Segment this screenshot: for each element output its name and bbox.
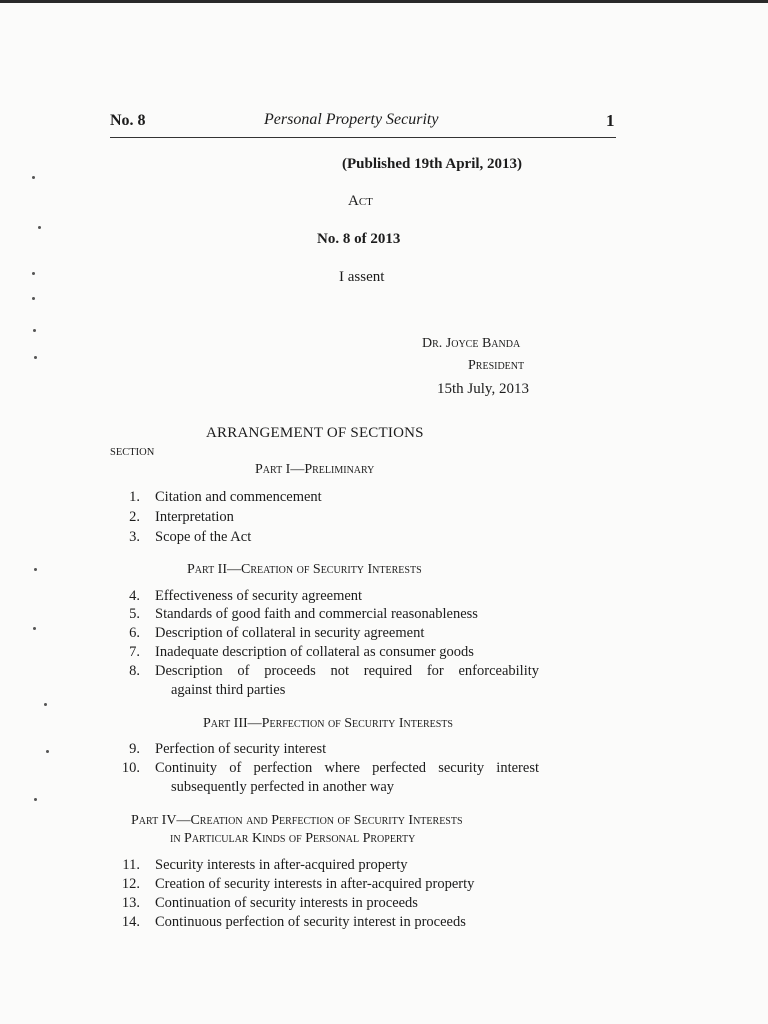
scan-speck [44,703,47,706]
section-title: Standards of good faith and commercial reasonableness [155,606,478,622]
section-number: 9. [129,741,140,757]
act-number-line: No. 8 of 2013 [317,231,401,247]
part-heading-continuation: in Particular Kinds of Personal Property [170,831,416,846]
section-title: Continuation of security interests in proceeds [155,895,418,911]
section-title: Effectiveness of security agreement [155,588,363,604]
section-number: 3. [129,529,140,545]
section-title: Security interests in after-acquired property [155,857,408,873]
scan-speck [38,226,41,229]
scan-speck [32,297,35,300]
scan-speck [32,272,35,275]
signatory-name: Dr. Joyce Banda [422,336,521,351]
section-title: Creation of security interests in after-acquired property [155,876,475,892]
scan-speck [33,627,36,630]
section-number: 11. [122,857,140,873]
section-title: Scope of the Act [155,529,252,545]
header-title: Personal Property Security [264,111,439,128]
scan-speck [33,329,36,332]
section-number: 1. [129,489,140,505]
section-number: 5. [129,606,140,622]
section-number: 12. [121,876,140,892]
section-title-continuation: subsequently perfected in another way [171,779,395,795]
section-title: Continuity of perfection where perfected security interest [155,760,539,776]
section-title: Description of collateral in security agreement [155,625,425,641]
section-label: SECTION [110,447,155,458]
section-number: 10. [121,760,140,776]
section-number: 4. [129,588,140,604]
scan-speck [34,568,37,571]
header-page-number: 1 [606,111,615,130]
arrangement-title: ARRANGEMENT OF SECTIONS [206,425,424,441]
signatory-office: President [468,358,525,373]
section-title: Continuous perfection of security interest in proceeds [155,914,466,930]
part-heading: Part I—Preliminary [255,462,375,477]
assent-text: I assent [339,269,385,285]
section-number: 7. [129,644,140,660]
assent-date: 15th July, 2013 [437,381,529,397]
part-heading: Part IV—Creation and Perfection of Security Interests [131,813,463,828]
section-title: Description of proceeds not required for enforceability [155,663,539,679]
section-title-continuation: against third parties [171,682,286,698]
scan-speck [34,356,37,359]
section-number: 8. [129,663,140,679]
act-label: Act [348,193,373,209]
section-number: 14. [121,914,140,930]
published-date: (Published 19th April, 2013) [342,156,523,172]
section-title: Citation and commencement [155,489,322,505]
part-heading: Part III—Perfection of Security Interests [203,716,453,731]
section-number: 13. [121,895,140,911]
part-heading: Part II—Creation of Security Interests [187,562,422,577]
header-act-number: No. 8 [110,112,146,129]
header-rule [110,137,616,138]
section-title: Inadequate description of collateral as consumer goods [155,644,474,660]
scan-speck [32,176,35,179]
section-title: Interpretation [155,509,234,525]
section-number: 2. [129,509,140,525]
scan-top-edge [0,0,768,3]
section-number: 6. [129,625,140,641]
scan-speck [46,750,49,753]
section-title: Perfection of security interest [155,741,327,757]
scan-speck [34,798,37,801]
